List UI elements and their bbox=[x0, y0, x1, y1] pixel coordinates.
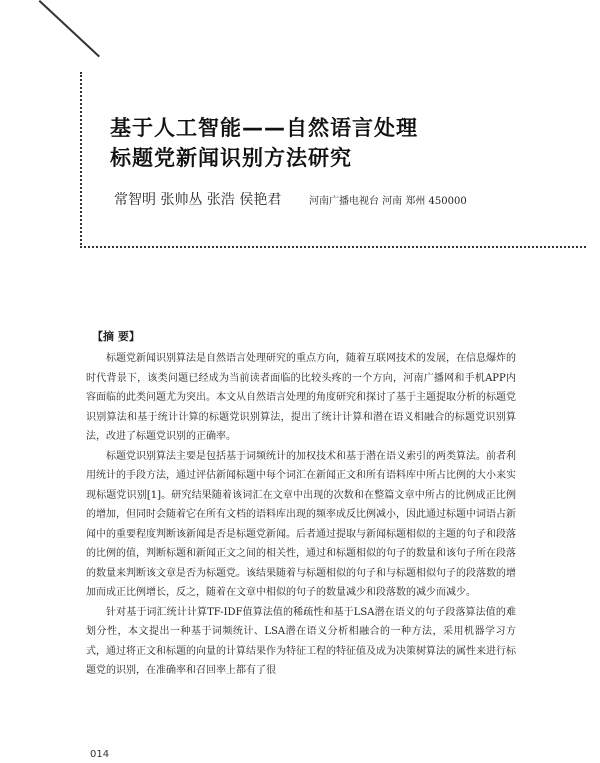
abstract-body bbox=[86, 349, 516, 681]
page-number: 014 bbox=[90, 749, 110, 760]
article-title-line-2: 标题党新闻识别方法研究 bbox=[110, 146, 352, 170]
corner-rule bbox=[39, 0, 100, 57]
abstract-paragraph-1: 标题党新闻识别算法是自然语言处理研究的重点方向，随着互联网技术的发展，在信息爆炸的时代背景下，该类问题已经成为当前读者面临的比较头疼的一个方向，河南广播网和手机APP内容面临的此类问题尤为突出。本文从自然语言处理的角度研究和探讨了基于主题提取分析的标题党识别算法和基于统计计算的标题党识别算法，提出了统计计算和潜在语义相融合的标题党识别算法，改进了标题党识别的正确率。 bbox=[86, 353, 516, 442]
article-title-line-1: 基于人工智能——自然语言处理 bbox=[110, 116, 418, 140]
abstract-heading: 【摘 要】 bbox=[92, 330, 140, 343]
abstract-paragraph-3: 针对基于词汇统计计算TF-IDF值算法值的稀疏性和基于LSA潜在语义的句子段落算法值的难划分性，本文提出一种基于词频统计、LSA潜在语义分析相融合的一种方法，采用机器学习方式，通过将正文和标题的向量的计算结果作为特征工程的特征值及成为决策树算法的属性来进行标题党的识别，在准确率和召回率上都有了很 bbox=[86, 606, 516, 676]
author-affiliation: 河南广播电视台 河南 郑州 450000 bbox=[309, 196, 467, 207]
abstract-paragraph-2: 标题党识别算法主要是包括基于词频统计的加权技术和基于潜在语义索引的两类算法。前者利用统计的手段方法，通过评估新闻标题中每个词汇在新闻正文和所有语料库中所占比例的大小来实现标题党识别[1]。研究结果随着该词汇在文章中出现的次数和在整篇文章中所占的比例成正比例的增加，但同时会随着它在所有文档的语料库出现的频率成反比例减小，因此通过标题中词语占新闻中的重要程度判断该新闻是否是标题党新闻。后者通过提取与新闻标题相似的主题的句子和段落的比例的值，判断标题和新闻正文之间的相关性，通过和标题相似的句子的数量和该句子所在段落的数量来判断该文章是否为标题党。该结果随着与标题相似的句子和与标题相似句子的段落数的增加而成正比例增长，反之，随着在文章中相似的句子的数量减少和段落数的减少而减少。 bbox=[86, 450, 516, 598]
author-names: 常智明 张帅丛 张浩 侯艳君 bbox=[114, 192, 282, 208]
